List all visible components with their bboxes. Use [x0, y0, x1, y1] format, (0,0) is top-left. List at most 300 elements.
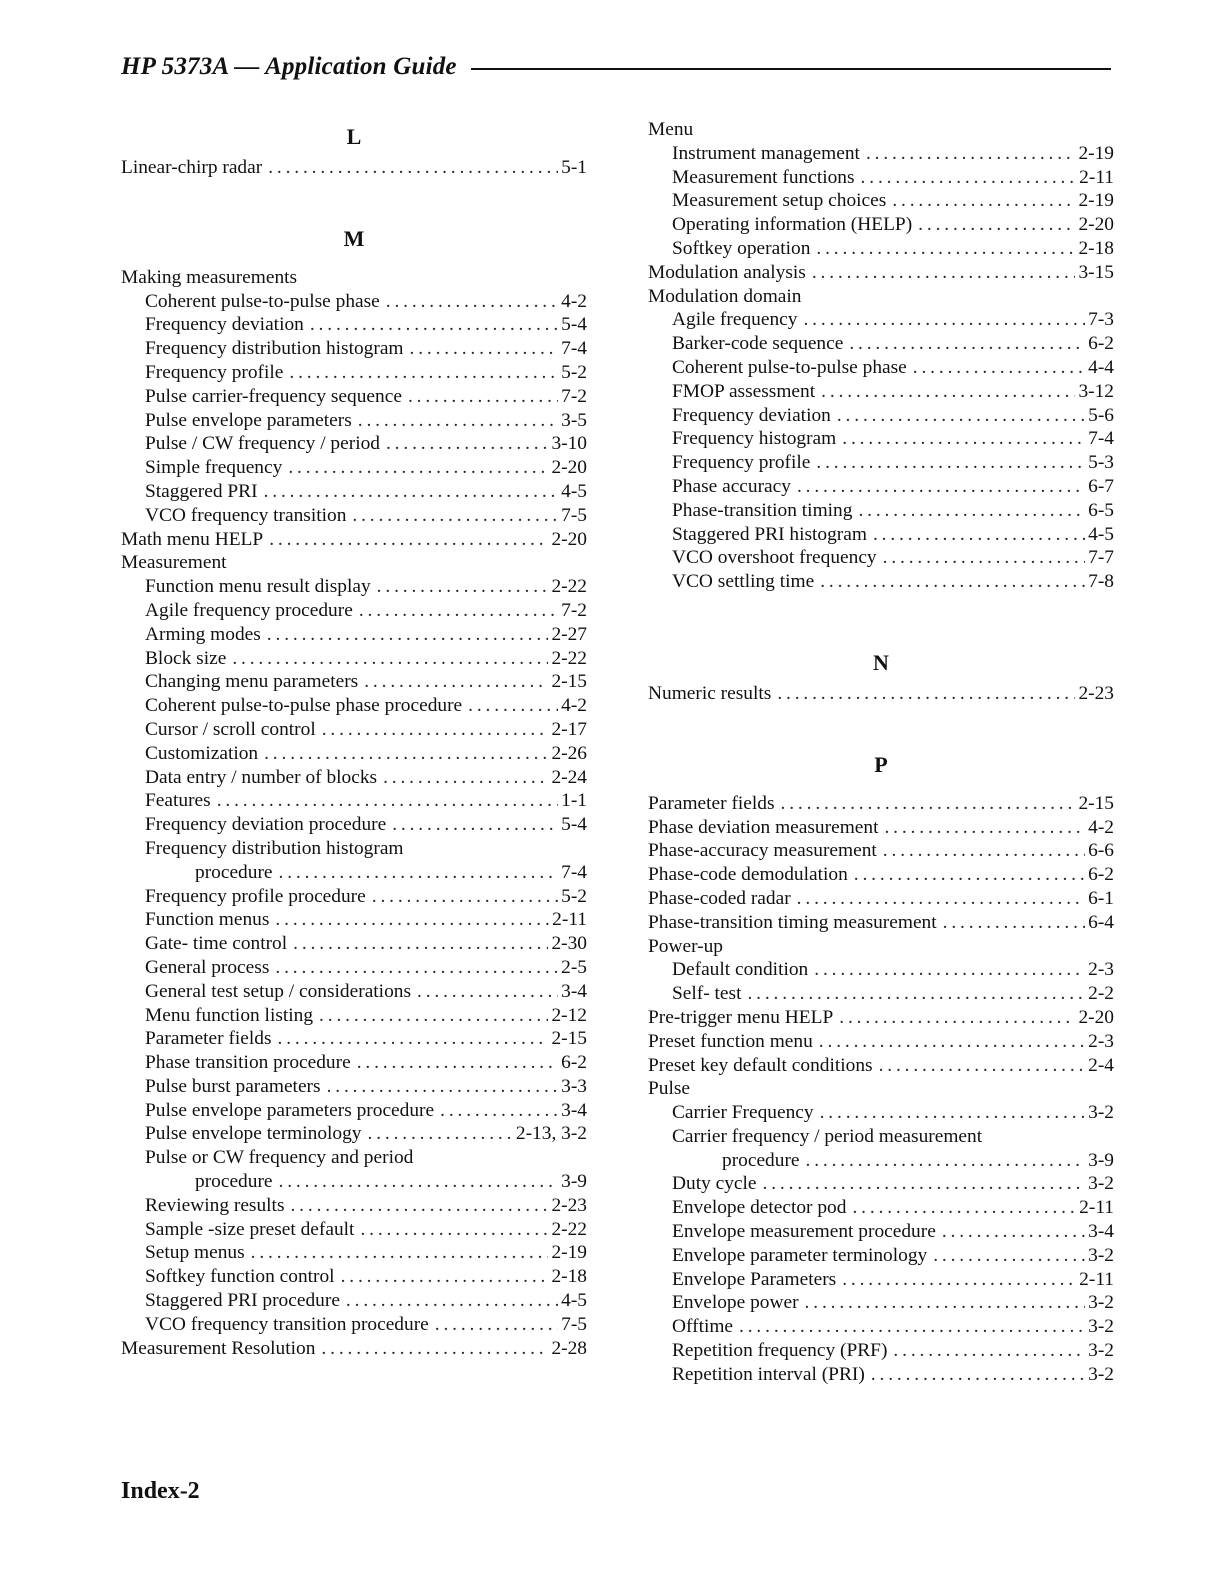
leader-dots: [866, 142, 1076, 166]
index-term: Pulse burst parameters: [145, 1075, 321, 1097]
index-entry: [648, 1196, 1114, 1220]
leader-dots: [267, 623, 549, 647]
index-entry: [648, 1339, 1114, 1363]
page-reference: 5-3: [1088, 452, 1114, 474]
leader-dots: [408, 385, 558, 409]
index-entry: [121, 1004, 587, 1028]
page-reference: 2-3: [1088, 1030, 1114, 1052]
index-term: Pre-trigger menu HELP: [648, 1006, 834, 1028]
index-entry: [648, 958, 1114, 982]
leader-dots: [289, 361, 558, 385]
index-term: Frequency distribution histogram: [145, 837, 404, 859]
page-reference: 4-5: [561, 480, 587, 502]
index-entry: [648, 380, 1114, 404]
index-entry: [121, 813, 587, 837]
index-term: Instrument management: [672, 142, 860, 164]
page-reference: 6-5: [1088, 499, 1114, 521]
index-entry: [121, 885, 587, 909]
page-reference: 2-24: [551, 766, 587, 788]
leader-dots: [251, 1241, 549, 1265]
index-entry: [648, 1006, 1114, 1030]
page-reference: 4-5: [561, 1290, 587, 1312]
leader-dots: [747, 982, 1085, 1006]
index-entry: [648, 1054, 1114, 1078]
page-reference: 6-6: [1088, 840, 1114, 862]
page-reference: 7-7: [1088, 547, 1114, 569]
index-entry: [121, 647, 587, 671]
index-term: Phase-accuracy measurement: [648, 840, 877, 862]
index-entry: [121, 432, 587, 456]
leader-dots: [368, 1122, 513, 1146]
page-reference: 7-2: [561, 599, 587, 621]
index-term: Phase accuracy: [672, 475, 791, 497]
index-entry-heading: Pulse: [648, 1078, 691, 1100]
index-term: Pulse envelope terminology: [145, 1123, 362, 1145]
index-term: Pulse envelope parameters procedure: [145, 1099, 435, 1121]
index-term: Coherent pulse-to-pulse phase: [672, 356, 907, 378]
index-term: Reviewing results: [145, 1194, 285, 1216]
index-term: Frequency distribution histogram: [145, 338, 404, 360]
page-reference: 2-30: [551, 933, 587, 955]
leader-dots: [386, 432, 548, 456]
index-term: Operating information (HELP): [672, 214, 913, 236]
index-term: Default condition: [672, 959, 809, 981]
leader-dots: [918, 213, 1075, 237]
index-entry: [121, 504, 587, 528]
page-reference: 7-4: [1088, 428, 1114, 450]
page-reference: 2-11: [552, 909, 587, 931]
document-title: HP 5373A — Application Guide: [121, 53, 457, 80]
page-number: Index-2: [121, 1478, 200, 1504]
leader-dots: [816, 451, 1085, 475]
index-term: Frequency deviation procedure: [145, 814, 387, 836]
page-reference: 2-23: [551, 1194, 587, 1216]
leader-dots: [873, 523, 1085, 547]
index-term: Duty cycle: [672, 1173, 757, 1195]
index-entry: [648, 308, 1114, 332]
index-entry: [648, 1172, 1114, 1196]
index-term: Data entry / number of blocks: [145, 766, 378, 788]
index-entry: [648, 792, 1114, 816]
index-entry: [648, 237, 1114, 261]
leader-dots: [319, 1004, 548, 1028]
leader-dots: [854, 863, 1085, 887]
leader-dots: [232, 647, 548, 671]
index-entry: [121, 837, 587, 861]
page-reference: 4-2: [1088, 816, 1114, 838]
index-entry: [121, 623, 587, 647]
leader-dots: [364, 670, 548, 694]
page-reference: 3-4: [1088, 1221, 1114, 1243]
page-reference: 3-2: [1088, 1363, 1114, 1385]
index-term: Repetition interval (PRI): [672, 1363, 865, 1385]
index-entry: [648, 427, 1114, 451]
index-term: Agile frequency procedure: [145, 599, 353, 621]
index-entry: [121, 1241, 587, 1265]
index-entry: [121, 1051, 587, 1075]
index-term: Envelope measurement procedure: [672, 1221, 936, 1243]
index-term: Phase-transition timing: [672, 499, 853, 521]
leader-dots: [806, 1149, 1086, 1173]
page-reference: 3-2: [1088, 1316, 1114, 1338]
index-entry: [648, 166, 1114, 190]
index-term: Gate- time control: [145, 933, 288, 955]
leader-dots: [883, 546, 1086, 570]
index-entry: [648, 1268, 1114, 1292]
index-entry-heading: Power-up: [648, 935, 724, 957]
index-term: Simple frequency: [145, 457, 283, 479]
page-reference: 3-9: [561, 1171, 587, 1193]
index-entry: [648, 356, 1114, 380]
index-term: Pulse envelope parameters: [145, 409, 352, 431]
leader-dots: [310, 313, 558, 337]
index-entry: [648, 839, 1114, 863]
leader-dots: [819, 1030, 1085, 1054]
index-entry: [121, 1194, 587, 1218]
index-entry: [121, 361, 587, 385]
leader-dots: [279, 861, 559, 885]
index-term: Menu function listing: [145, 1004, 314, 1026]
page-reference: 4-2: [561, 290, 587, 312]
leader-dots: [820, 1101, 1086, 1125]
index-term: Features: [145, 790, 211, 812]
page-reference: 5-6: [1088, 404, 1114, 426]
leader-dots: [360, 1218, 548, 1242]
index-entry: [121, 718, 587, 742]
leader-dots: [913, 356, 1085, 380]
leader-dots: [264, 742, 548, 766]
index-entry: [121, 1170, 587, 1194]
leader-dots: [383, 766, 548, 790]
index-term: Parameter fields: [648, 792, 775, 814]
page-reference: 2-15: [551, 1028, 587, 1050]
index-term: Coherent pulse-to-pulse phase: [145, 290, 380, 312]
page-reference: 2-11: [1079, 1197, 1114, 1219]
leader-dots: [275, 908, 549, 932]
index-entry: [648, 1363, 1114, 1387]
index-entry: [648, 1315, 1114, 1339]
page-reference: 2-27: [551, 623, 587, 645]
page-reference: 2-20: [551, 457, 587, 479]
leader-dots: [858, 499, 1085, 523]
page-reference: 2-19: [1078, 142, 1114, 164]
page-reference: 3-3: [561, 1075, 587, 1097]
index-term: Changing menu parameters: [145, 671, 359, 693]
page-reference: 2-2: [1088, 983, 1114, 1005]
index-term: procedure: [722, 1149, 800, 1171]
index-term: Function menu result display: [145, 576, 371, 598]
page-reference: 7-8: [1088, 571, 1114, 593]
index-entry: [121, 742, 587, 766]
index-term: Staggered PRI procedure: [145, 1290, 340, 1312]
page-reference: 2-13, 3-2: [515, 1123, 587, 1145]
index-entry: [121, 575, 587, 599]
index-term: Softkey operation: [672, 237, 811, 259]
index-entry: [121, 337, 587, 361]
leader-dots: [346, 1289, 558, 1313]
index-term: Pulse / CW frequency / period: [145, 433, 380, 455]
index-term: Preset function menu: [648, 1030, 813, 1052]
page-reference: 2-15: [1078, 792, 1114, 814]
index-term: Softkey function control: [145, 1266, 335, 1288]
index-entry: [648, 213, 1114, 237]
page-reference: 3-4: [561, 980, 587, 1002]
page-reference: 2-17: [551, 718, 587, 740]
leader-dots: [849, 332, 1085, 356]
leader-dots: [372, 885, 558, 909]
leader-dots: [392, 813, 558, 837]
index-term: Phase transition procedure: [145, 1052, 351, 1074]
index-term: Carrier Frequency: [672, 1102, 814, 1124]
index-term: Pulse or CW frequency and period: [145, 1147, 414, 1169]
index-term: Envelope Parameters: [672, 1268, 837, 1290]
leader-dots: [293, 932, 548, 956]
index-entry: [648, 1030, 1114, 1054]
index-entry: [648, 1291, 1114, 1315]
leader-dots: [468, 694, 558, 718]
page-reference: 2-22: [551, 576, 587, 598]
page-reference: 6-2: [1088, 333, 1114, 355]
page-reference: 2-3: [1088, 959, 1114, 981]
leader-dots: [275, 956, 558, 980]
leader-dots: [352, 504, 558, 528]
page-reference: 3-2: [1088, 1102, 1114, 1124]
section-letter-n: N: [873, 649, 889, 675]
leader-dots: [763, 1172, 1086, 1196]
page-reference: 3-10: [551, 433, 587, 455]
index-term: Sample -size preset default: [145, 1218, 355, 1240]
index-entry: [121, 290, 587, 314]
leader-dots: [386, 290, 558, 314]
leader-dots: [816, 237, 1075, 261]
index-entry: [648, 451, 1114, 475]
page-reference: 2-20: [1078, 214, 1114, 236]
index-term: Customization: [145, 742, 259, 764]
index-entry: [648, 475, 1114, 499]
index-term: procedure: [195, 861, 273, 883]
index-term: Envelope parameter terminology: [672, 1244, 928, 1266]
page-reference: 6-2: [561, 1052, 587, 1074]
page-reference: 3-12: [1078, 380, 1114, 402]
index-entry: [648, 546, 1114, 570]
index-entry: [648, 911, 1114, 935]
leader-dots: [358, 409, 558, 433]
index-entry-heading: Measurement: [121, 552, 227, 574]
page-reference: 5-4: [561, 314, 587, 336]
index-entry: [121, 1075, 587, 1099]
index-entry: [648, 523, 1114, 547]
index-entry: [121, 956, 587, 980]
index-term: Staggered PRI histogram: [672, 523, 867, 545]
index-entry: [648, 1101, 1114, 1125]
page-reference: 4-4: [1088, 356, 1114, 378]
index-entry: [121, 1265, 587, 1289]
index-entry: [121, 932, 587, 956]
index-entry: [121, 480, 587, 504]
page-reference: 6-1: [1088, 887, 1114, 909]
index-term: Phase deviation measurement: [648, 816, 879, 838]
page-reference: 2-18: [1078, 237, 1114, 259]
page-reference: 2-22: [551, 1218, 587, 1240]
index-term: Pulse carrier-frequency sequence: [145, 385, 402, 407]
leader-dots: [942, 1220, 1085, 1244]
leader-dots: [327, 1075, 559, 1099]
leader-dots: [417, 980, 558, 1004]
index-term: Frequency profile: [672, 452, 811, 474]
index-entry: [648, 816, 1114, 840]
index-entry: Modulation analysis . . . 3-15: [648, 261, 1114, 285]
index-entry: [121, 861, 587, 885]
leader-dots: [852, 1196, 1076, 1220]
page-reference: 5-2: [561, 885, 587, 907]
index-entry: [648, 1125, 1114, 1149]
index-term: General process: [145, 956, 270, 978]
index-term: Frequency profile: [145, 361, 284, 383]
index-term: Arming modes: [145, 623, 261, 645]
index-entry: [648, 1220, 1114, 1244]
leader-dots: [288, 456, 548, 480]
leader-dots: [322, 718, 549, 742]
index-term: Parameter fields: [145, 1028, 272, 1050]
index-term: Agile frequency: [672, 309, 798, 331]
index-entry: [121, 409, 587, 433]
page-reference: 3-2: [1088, 1244, 1114, 1266]
page-reference: 3-5: [561, 409, 587, 431]
index-entry: [121, 789, 587, 813]
page-reference: 7-2: [561, 385, 587, 407]
page-reference: 2-4: [1088, 1054, 1114, 1076]
index-term: VCO overshoot frequency: [672, 547, 877, 569]
index-term: Phase-transition timing measurement: [648, 911, 937, 933]
page-reference: 3-2: [1088, 1340, 1114, 1362]
index-entry: [121, 694, 587, 718]
leader-dots: [739, 1315, 1085, 1339]
page-reference: 2-5: [561, 956, 587, 978]
index-column-left: [121, 118, 587, 1360]
leader-dots: [839, 1006, 1075, 1030]
index-term: Frequency deviation: [672, 404, 831, 426]
page-reference: 2-19: [551, 1242, 587, 1264]
page-reference: 2-12: [551, 1004, 587, 1026]
index-entry: [121, 1313, 587, 1337]
leader-dots: [357, 1051, 558, 1075]
page-reference: 3-4: [561, 1099, 587, 1121]
index-entry-heading: Making measurements: [121, 266, 298, 288]
index-term: Frequency histogram: [672, 428, 837, 450]
index-entry: [648, 1149, 1114, 1173]
index-entry: [121, 599, 587, 623]
leader-dots: [217, 789, 558, 813]
header-rule: [471, 68, 1111, 70]
leader-dots: [884, 816, 1085, 840]
index-term: Function menus: [145, 909, 270, 931]
index-entry: Math menu HELP . . . 2-20: [121, 528, 587, 552]
leader-dots: [892, 189, 1075, 213]
page-reference: 2-19: [1078, 190, 1114, 212]
index-term: Cursor / scroll control: [145, 718, 316, 740]
index-entry: [648, 863, 1114, 887]
section-letter-l: L: [346, 124, 362, 149]
index-term: Frequency profile procedure: [145, 885, 366, 907]
page-reference: 3-2: [1088, 1292, 1114, 1314]
page-reference: 7-4: [561, 861, 587, 883]
leader-dots: [797, 475, 1085, 499]
leader-dots: [278, 1027, 549, 1051]
page-reference: 2-22: [551, 647, 587, 669]
page-reference: 6-2: [1088, 864, 1114, 886]
leader-dots: [359, 599, 558, 623]
leader-dots: [279, 1170, 559, 1194]
index-entry: [121, 456, 587, 480]
index-term: Barker-code sequence: [672, 333, 844, 355]
page-reference: 4-5: [1088, 523, 1114, 545]
index-term: Envelope detector pod: [672, 1197, 847, 1219]
leader-dots: [933, 1244, 1085, 1268]
index-term: VCO frequency transition: [145, 504, 347, 526]
index-column-right: [648, 118, 1114, 1387]
page-reference: 7-5: [561, 1313, 587, 1335]
leader-dots: [883, 839, 1085, 863]
page-reference: 2-11: [1079, 166, 1114, 188]
index-entry: [648, 142, 1114, 166]
page-reference: 2-15: [551, 671, 587, 693]
index-entry: [121, 670, 587, 694]
leader-dots: [797, 887, 1085, 911]
index-entry-heading: Menu: [648, 119, 694, 140]
leader-dots: [842, 1268, 1076, 1292]
index-term: FMOP assessment: [672, 380, 816, 402]
index-entry: Measurement Resolution . . . 2-28: [121, 1337, 587, 1361]
index-entry: [121, 313, 587, 337]
index-entry: [121, 1218, 587, 1242]
index-term: Measurement setup choices: [672, 190, 887, 212]
index-entry: [648, 887, 1114, 911]
page-reference: 7-5: [561, 504, 587, 526]
index-entry: [121, 1099, 587, 1123]
page-reference: 2-20: [1078, 1006, 1114, 1028]
page-reference: 6-7: [1088, 475, 1114, 497]
leader-dots: [803, 308, 1085, 332]
page-reference: 5-2: [561, 361, 587, 383]
leader-dots: [264, 480, 559, 504]
index-entry-heading: Modulation domain: [648, 285, 802, 307]
index-entry: [121, 908, 587, 932]
section-letter-p: P: [874, 751, 888, 777]
page-reference: 3-9: [1088, 1149, 1114, 1171]
page-reference: 2-11: [1079, 1268, 1114, 1290]
index-entry: [121, 385, 587, 409]
leader-dots: [440, 1099, 558, 1123]
index-term: procedure: [195, 1171, 273, 1193]
leader-dots: [861, 166, 1077, 190]
index-term: Preset key default conditions: [648, 1054, 873, 1076]
index-term: Coherent pulse-to-pulse phase procedure: [145, 695, 463, 717]
leader-dots: [943, 911, 1085, 935]
index-entry: Linear-chirp radar . . . 5-1: [121, 156, 587, 180]
page-reference: 2-26: [551, 742, 587, 764]
index-entry: [648, 332, 1114, 356]
index-term: Offtime: [672, 1316, 734, 1338]
index-term: Carrier frequency / period measurement: [672, 1125, 983, 1147]
index-term: General test setup / considerations: [145, 980, 412, 1002]
index-term: Phase-coded radar: [648, 887, 791, 909]
page-reference: 1-1: [561, 790, 587, 812]
index-entry: [648, 499, 1114, 523]
index-entry: [121, 980, 587, 1004]
section-letter-m: M: [343, 225, 365, 251]
index-entry: Numeric results . . . 2-23: [648, 682, 1114, 706]
index-entry: [648, 570, 1114, 594]
